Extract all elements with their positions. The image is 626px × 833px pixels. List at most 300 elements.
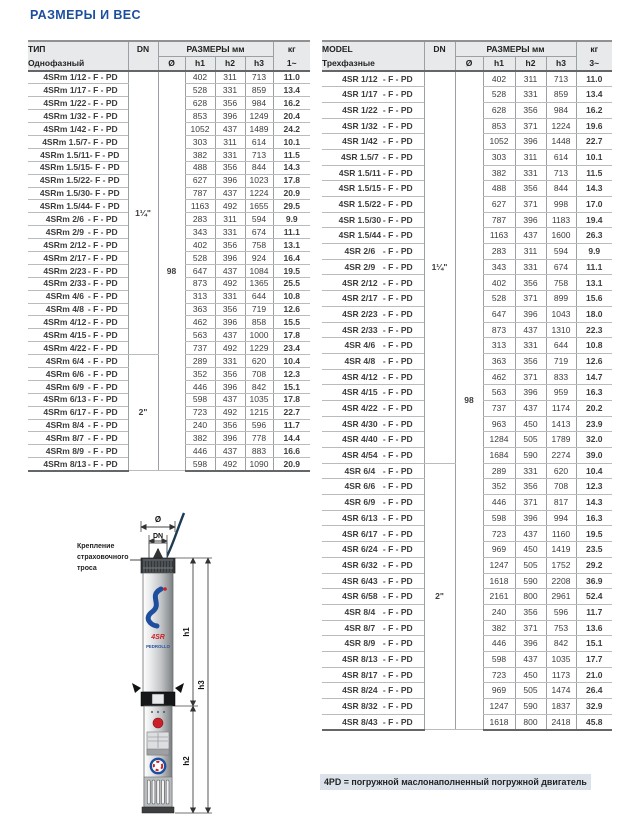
- model-suffix: - F - PD: [87, 136, 118, 147]
- h2-dimension-label: h2: [182, 756, 191, 766]
- h1-cell: 563: [185, 329, 215, 342]
- h3-cell: 1224: [546, 118, 576, 134]
- h1-cell: 873: [483, 322, 515, 338]
- kg-cell: 15.5: [273, 316, 310, 329]
- model-code: 4SR 8/13: [342, 654, 378, 665]
- kg-cell: 20.4: [273, 110, 310, 123]
- model-cell: [28, 239, 128, 252]
- model-suffix: - F - PD: [382, 387, 413, 398]
- model-suffix: - F - PD: [382, 544, 413, 555]
- type-header: MODEL: [322, 41, 424, 56]
- h3-cell: 1249: [245, 110, 273, 123]
- h2-cell: 356: [515, 479, 546, 495]
- h3-cell: 644: [546, 338, 576, 354]
- model-suffix: - F - PD: [87, 123, 118, 134]
- h1-cell: 289: [483, 463, 515, 479]
- h1-cell: 462: [483, 369, 515, 385]
- model-suffix: - F - PD: [89, 149, 120, 160]
- model-cell: [322, 620, 424, 636]
- model-cell: [28, 71, 128, 84]
- kg-cell: 29.5: [273, 200, 310, 213]
- model-code: 4SR 6/9: [344, 497, 376, 508]
- kg-cell: 10.1: [576, 149, 612, 165]
- h2-cell: 396: [515, 306, 546, 322]
- h3-cell: 817: [546, 495, 576, 511]
- h2-cell: 800: [515, 589, 546, 605]
- h2-cell: 371: [515, 197, 546, 213]
- h3-cell: 713: [245, 148, 273, 161]
- model-cell: [28, 187, 128, 200]
- h3-cell: 614: [245, 135, 273, 148]
- kg-cell: 23.4: [273, 342, 310, 355]
- model-suffix: - F - PD: [87, 330, 118, 340]
- diameter-header: Ø: [455, 56, 483, 71]
- model-code: 4SRm 4/8: [45, 304, 85, 315]
- h1-cell: 363: [185, 303, 215, 316]
- h3-cell: 596: [245, 419, 273, 432]
- h2-cell: 437: [215, 187, 245, 200]
- table-body: [322, 71, 612, 730]
- model-code: 4SR 2/12: [342, 277, 378, 288]
- dn-cell: 1¼": [128, 71, 158, 355]
- kg-cell: 12.6: [273, 303, 310, 316]
- model-cell: [28, 264, 128, 277]
- dn-dimension: [149, 533, 167, 544]
- model-code: 4SR 1.5/22: [338, 199, 382, 210]
- h1-cell: 1247: [483, 557, 515, 573]
- model-suffix: - F - PD: [87, 278, 118, 289]
- model-code: 4SRm 2/23: [43, 265, 87, 276]
- dimensions-table-single-phase: [28, 40, 310, 472]
- h1-cell: 1284: [483, 432, 515, 448]
- h2-cell: 331: [515, 463, 546, 479]
- model-cell: [28, 123, 128, 136]
- pump-body: [143, 573, 173, 692]
- model-suffix: - F - PD: [382, 465, 413, 476]
- h3-cell: 833: [546, 369, 576, 385]
- model-suffix: - F - PD: [89, 188, 120, 199]
- model-cell: [28, 110, 128, 123]
- h2-cell: 396: [515, 212, 546, 228]
- h1-cell: 853: [483, 118, 515, 134]
- model-cell: [28, 277, 128, 290]
- h2-cell: 371: [515, 495, 546, 511]
- model-code: 4SR 4/8: [344, 355, 376, 366]
- model-code: 4SR 8/4: [344, 606, 376, 617]
- model-suffix: - F - PD: [87, 265, 118, 276]
- kg-cell: 11.7: [576, 604, 612, 620]
- h1-cell: 446: [483, 636, 515, 652]
- model-cell: [322, 212, 424, 228]
- kg-cell: 11.0: [576, 71, 612, 87]
- model-cell: [322, 118, 424, 134]
- h1-cell: 2161: [483, 589, 515, 605]
- h1-cell: 363: [483, 353, 515, 369]
- h3-cell: 1043: [546, 306, 576, 322]
- model-suffix: - F - PD: [87, 72, 118, 83]
- h2-cell: 311: [215, 213, 245, 226]
- h1-cell: 528: [483, 291, 515, 307]
- model-code: 4SR 1/22: [342, 104, 378, 115]
- model-code: 4SRm 6/9: [45, 381, 85, 392]
- model-suffix: - F - PD: [382, 497, 413, 508]
- page-title: РАЗМЕРЫ И ВЕС: [30, 8, 141, 22]
- model-suffix: - F - PD: [382, 261, 413, 272]
- kg-cell: 32.9: [576, 699, 612, 715]
- model-cell: [322, 165, 424, 181]
- clamp-arrow-right-icon: [175, 683, 184, 693]
- h1-cell: 313: [185, 290, 215, 303]
- model-code: 4SRm 2/6: [45, 213, 85, 224]
- diameter-cell: 98: [158, 71, 185, 471]
- model-cell: [28, 161, 128, 174]
- model-code: 4SRm 2/9: [45, 226, 85, 237]
- kg-cell: 13.1: [273, 239, 310, 252]
- h1-cell: 1052: [185, 123, 215, 136]
- h2-cell: 396: [515, 636, 546, 652]
- h2-cell: 356: [515, 181, 546, 197]
- h3-cell: 1419: [546, 542, 576, 558]
- model-cell: [322, 306, 424, 322]
- h2-cell: 331: [515, 87, 546, 103]
- h3-cell: 984: [546, 102, 576, 118]
- model-cell: [28, 213, 128, 226]
- h1-cell: 723: [483, 526, 515, 542]
- kg-cell: 15.6: [576, 291, 612, 307]
- h3-cell: 708: [245, 367, 273, 380]
- h1-cell: 382: [185, 148, 215, 161]
- kg-cell: 26.4: [576, 683, 612, 699]
- h3-cell: 594: [245, 213, 273, 226]
- model-cell: [28, 406, 128, 419]
- kg-cell: 18.0: [576, 306, 612, 322]
- h3-cell: 1090: [245, 458, 273, 471]
- model-suffix: - F - PD: [382, 371, 413, 382]
- model-code: 4SR 8/7: [344, 622, 376, 633]
- model-cell: [322, 510, 424, 526]
- kg-cell: 16.2: [576, 102, 612, 118]
- h3-cell: 1489: [245, 123, 273, 136]
- h3-cell: 899: [546, 291, 576, 307]
- footnote: 4PD = погружной маслонаполненный погружной двигатель: [320, 774, 591, 790]
- power-cable: [166, 513, 184, 558]
- diameter-header: Ø: [158, 56, 185, 71]
- h2-cell: 450: [515, 542, 546, 558]
- kg-cell: 17.7: [576, 651, 612, 667]
- model-cell: [322, 134, 424, 150]
- kg-cell: 16.6: [273, 445, 310, 458]
- h2-cell: 590: [515, 573, 546, 589]
- model-suffix: - F - PD: [382, 246, 413, 257]
- h2-cell: 492: [215, 200, 245, 213]
- h3-cell: 2208: [546, 573, 576, 589]
- h1-cell: 283: [483, 244, 515, 260]
- model-suffix: - F - PD: [382, 575, 413, 586]
- h3-cell: 713: [245, 71, 273, 84]
- h2-cell: 437: [215, 445, 245, 458]
- kg-cell: 11.1: [273, 226, 310, 239]
- h2-cell: 356: [515, 102, 546, 118]
- h1-cell: 462: [185, 316, 215, 329]
- model-cell: [322, 259, 424, 275]
- kg-cell: 11.5: [273, 148, 310, 161]
- h2-cell: 311: [515, 149, 546, 165]
- model-suffix: - F - PD: [382, 669, 413, 680]
- h3-cell: 719: [546, 353, 576, 369]
- model-cell: [322, 432, 424, 448]
- lifebuoy-emblem-icon: [151, 759, 165, 773]
- h3-cell: 1215: [245, 406, 273, 419]
- h3-cell: 984: [245, 97, 273, 110]
- model-code: 4SRm 1.5/15: [39, 162, 90, 173]
- h1-cell: 723: [483, 667, 515, 683]
- kg-cell: 12.6: [576, 353, 612, 369]
- kg-cell: 10.1: [273, 135, 310, 148]
- h2-cell: 396: [215, 316, 245, 329]
- model-cell: [322, 102, 424, 118]
- h2-cell: 505: [515, 683, 546, 699]
- h3-cell: 1229: [245, 342, 273, 355]
- model-cell: [28, 329, 128, 342]
- model-suffix: - F - PD: [382, 324, 413, 335]
- attachment-label-line2: страховочного: [77, 554, 129, 561]
- h2-cell: 311: [515, 71, 546, 87]
- h2-cell: 396: [515, 134, 546, 150]
- model-suffix: - F - PD: [87, 433, 118, 444]
- h3-cell: 1000: [245, 329, 273, 342]
- model-cell: [322, 338, 424, 354]
- model-cell: [28, 355, 128, 368]
- h2-header: h2: [215, 56, 245, 71]
- h1-header: h1: [483, 56, 515, 71]
- h3-cell: 2418: [546, 714, 576, 730]
- h1-cell: 598: [185, 393, 215, 406]
- kg-cell: 19.4: [576, 212, 612, 228]
- phase-header: Трехфазные: [322, 56, 424, 71]
- h1-cell: 382: [483, 620, 515, 636]
- kg-cell: 22.3: [576, 322, 612, 338]
- h2-header: h2: [515, 56, 546, 71]
- phase-header: Однофазный: [28, 56, 128, 71]
- model-code: 4SRm 1.5/7: [42, 136, 88, 147]
- h2-cell: 356: [215, 303, 245, 316]
- h1-cell: 647: [185, 264, 215, 277]
- h3-header: h3: [245, 56, 273, 71]
- model-code: 4SRm 6/13: [43, 394, 87, 405]
- kg-cell: 20.2: [576, 400, 612, 416]
- model-code: 4SRm 2/33: [43, 278, 87, 289]
- h3-cell: 998: [546, 197, 576, 213]
- model-suffix: - F - PD: [382, 591, 413, 602]
- model-suffix: - F - PD: [382, 230, 413, 241]
- model-suffix: - F - PD: [87, 97, 118, 108]
- model-code: 4SRm 8/4: [45, 420, 85, 431]
- h3-cell: 713: [546, 165, 576, 181]
- h2-cell: 396: [215, 251, 245, 264]
- model-suffix: - F - PD: [87, 342, 118, 353]
- model-code: 4SR 2/17: [342, 293, 378, 304]
- h2-cell: 331: [215, 290, 245, 303]
- kg-cell: 17.0: [576, 197, 612, 213]
- model-cell: [28, 251, 128, 264]
- model-cell: [322, 699, 424, 715]
- kg-cell: 25.5: [273, 277, 310, 290]
- model-code: 4SR 8/32: [342, 701, 378, 712]
- model-cell: [322, 542, 424, 558]
- model-code: 4SRm 6/6: [45, 368, 85, 379]
- model-code: 4SRm 4/15: [43, 330, 87, 340]
- h1-cell: 787: [483, 212, 515, 228]
- model-cell: [322, 683, 424, 699]
- h1-cell: 1618: [483, 573, 515, 589]
- model-code: 4SRm 4/6: [45, 291, 85, 302]
- h2-cell: 437: [515, 651, 546, 667]
- h2-cell: 492: [215, 342, 245, 355]
- model-cell: [28, 148, 128, 161]
- kg-cell: 52.4: [576, 589, 612, 605]
- kg-cell: 16.2: [273, 97, 310, 110]
- model-code: 4SR 2/33: [342, 324, 378, 335]
- phase-code-header: 1~: [273, 56, 310, 71]
- kg-cell: 10.8: [576, 338, 612, 354]
- model-suffix: - F - PD: [382, 512, 413, 523]
- model-suffix: - F - PD: [382, 214, 413, 225]
- model-suffix: - F - PD: [382, 89, 413, 100]
- h3-cell: 924: [245, 251, 273, 264]
- model-cell: [322, 149, 424, 165]
- dimensions-header: РАЗМЕРЫ мм: [158, 41, 273, 56]
- h3-cell: 959: [546, 385, 576, 401]
- model-code: 4SR 6/13: [342, 512, 378, 523]
- model-code: 4SR 6/17: [342, 528, 378, 539]
- dimensions-header: РАЗМЕРЫ мм: [455, 41, 576, 56]
- h1-cell: 787: [185, 187, 215, 200]
- coupling-ring: [141, 558, 175, 573]
- h1-cell: 598: [185, 458, 215, 471]
- motor-body: [142, 706, 174, 813]
- h2-cell: 437: [515, 526, 546, 542]
- attachment-label-line3: троса: [77, 565, 97, 572]
- model-suffix: - F - PD: [87, 394, 118, 405]
- h1-cell: 402: [185, 239, 215, 252]
- model-suffix: - F - PD: [382, 654, 413, 665]
- model-cell: [322, 479, 424, 495]
- motor-cooling-ribs: [144, 777, 172, 807]
- h2-cell: 331: [515, 259, 546, 275]
- h2-cell: 450: [515, 667, 546, 683]
- model-code: 4SRm 6/4: [45, 355, 85, 366]
- h3-cell: 1174: [546, 400, 576, 416]
- kg-cell: 17.8: [273, 174, 310, 187]
- h3-cell: 842: [245, 380, 273, 393]
- h3-cell: 994: [546, 510, 576, 526]
- model-suffix: - F - PD: [382, 638, 413, 649]
- h1-header: h1: [185, 56, 215, 71]
- h3-cell: 883: [245, 445, 273, 458]
- kg-cell: 10.8: [273, 290, 310, 303]
- kg-cell: 11.5: [576, 165, 612, 181]
- model-cell: [322, 369, 424, 385]
- table-row: [28, 71, 310, 84]
- h1-cell: 598: [483, 651, 515, 667]
- h2-cell: 437: [515, 400, 546, 416]
- h3-cell: 674: [245, 226, 273, 239]
- h2-cell: 396: [215, 380, 245, 393]
- model-cell: [28, 316, 128, 329]
- dn-cell: 2": [424, 463, 455, 730]
- h2-cell: 331: [215, 226, 245, 239]
- h1-cell: 737: [483, 400, 515, 416]
- h1-cell: 737: [185, 342, 215, 355]
- dn-dimension-label: DN: [152, 533, 164, 540]
- model-suffix: - F - PD: [382, 403, 413, 414]
- h3-cell: 644: [245, 290, 273, 303]
- h1-cell: 352: [185, 367, 215, 380]
- model-code: 4SR 1/12: [342, 73, 378, 84]
- kg-cell: 20.9: [273, 458, 310, 471]
- model-suffix: - F - PD: [87, 458, 118, 469]
- diameter-cell: 98: [455, 71, 483, 730]
- kg-cell: 16.4: [273, 251, 310, 264]
- h1-cell: 1163: [185, 200, 215, 213]
- h3-cell: 1310: [546, 322, 576, 338]
- model-cell: [322, 71, 424, 87]
- model-suffix: - F - PD: [87, 304, 118, 315]
- h1-cell: 446: [483, 495, 515, 511]
- h2-cell: 437: [215, 329, 245, 342]
- h1-cell: 647: [483, 306, 515, 322]
- table-body: [28, 71, 310, 471]
- h2-cell: 331: [215, 148, 245, 161]
- h3-cell: 1035: [245, 393, 273, 406]
- h1-cell: 528: [185, 84, 215, 97]
- h1-cell: 289: [185, 355, 215, 368]
- kg-cell: 22.7: [273, 406, 310, 419]
- h2-cell: 311: [215, 71, 245, 84]
- h1-cell: 240: [483, 604, 515, 620]
- h2-cell: 356: [515, 353, 546, 369]
- kg-cell: 20.9: [273, 187, 310, 200]
- dn-header-spacer: [424, 56, 455, 71]
- kg-cell: 45.8: [576, 714, 612, 730]
- h2-cell: 590: [515, 699, 546, 715]
- kg-cell: 19.5: [273, 264, 310, 277]
- h3-cell: 1752: [546, 557, 576, 573]
- model-code: 4SR 6/58: [342, 591, 378, 602]
- model-code: 4SR 1.5/11: [338, 167, 381, 178]
- h1-cell: 723: [185, 406, 215, 419]
- h1-cell: 446: [185, 380, 215, 393]
- h2-cell: 371: [515, 291, 546, 307]
- model-code: 4SRm 4/22: [43, 342, 87, 353]
- h3-cell: 1084: [245, 264, 273, 277]
- kg-cell: 11.0: [273, 71, 310, 84]
- dn-header-spacer: [128, 56, 158, 71]
- dn-header: DN: [128, 41, 158, 56]
- h3-cell: 614: [546, 149, 576, 165]
- model-cell: [322, 526, 424, 542]
- model-cell: [28, 342, 128, 355]
- model-suffix: - F - PD: [382, 606, 413, 617]
- h2-cell: 505: [515, 557, 546, 573]
- h1-cell: 283: [185, 213, 215, 226]
- model-code: 4SRm 8/7: [45, 433, 85, 444]
- model-code: 4SR 1/32: [342, 120, 378, 131]
- model-cell: [322, 87, 424, 103]
- model-cell: [322, 636, 424, 652]
- h3-cell: 1173: [546, 667, 576, 683]
- kg-cell: 24.2: [273, 123, 310, 136]
